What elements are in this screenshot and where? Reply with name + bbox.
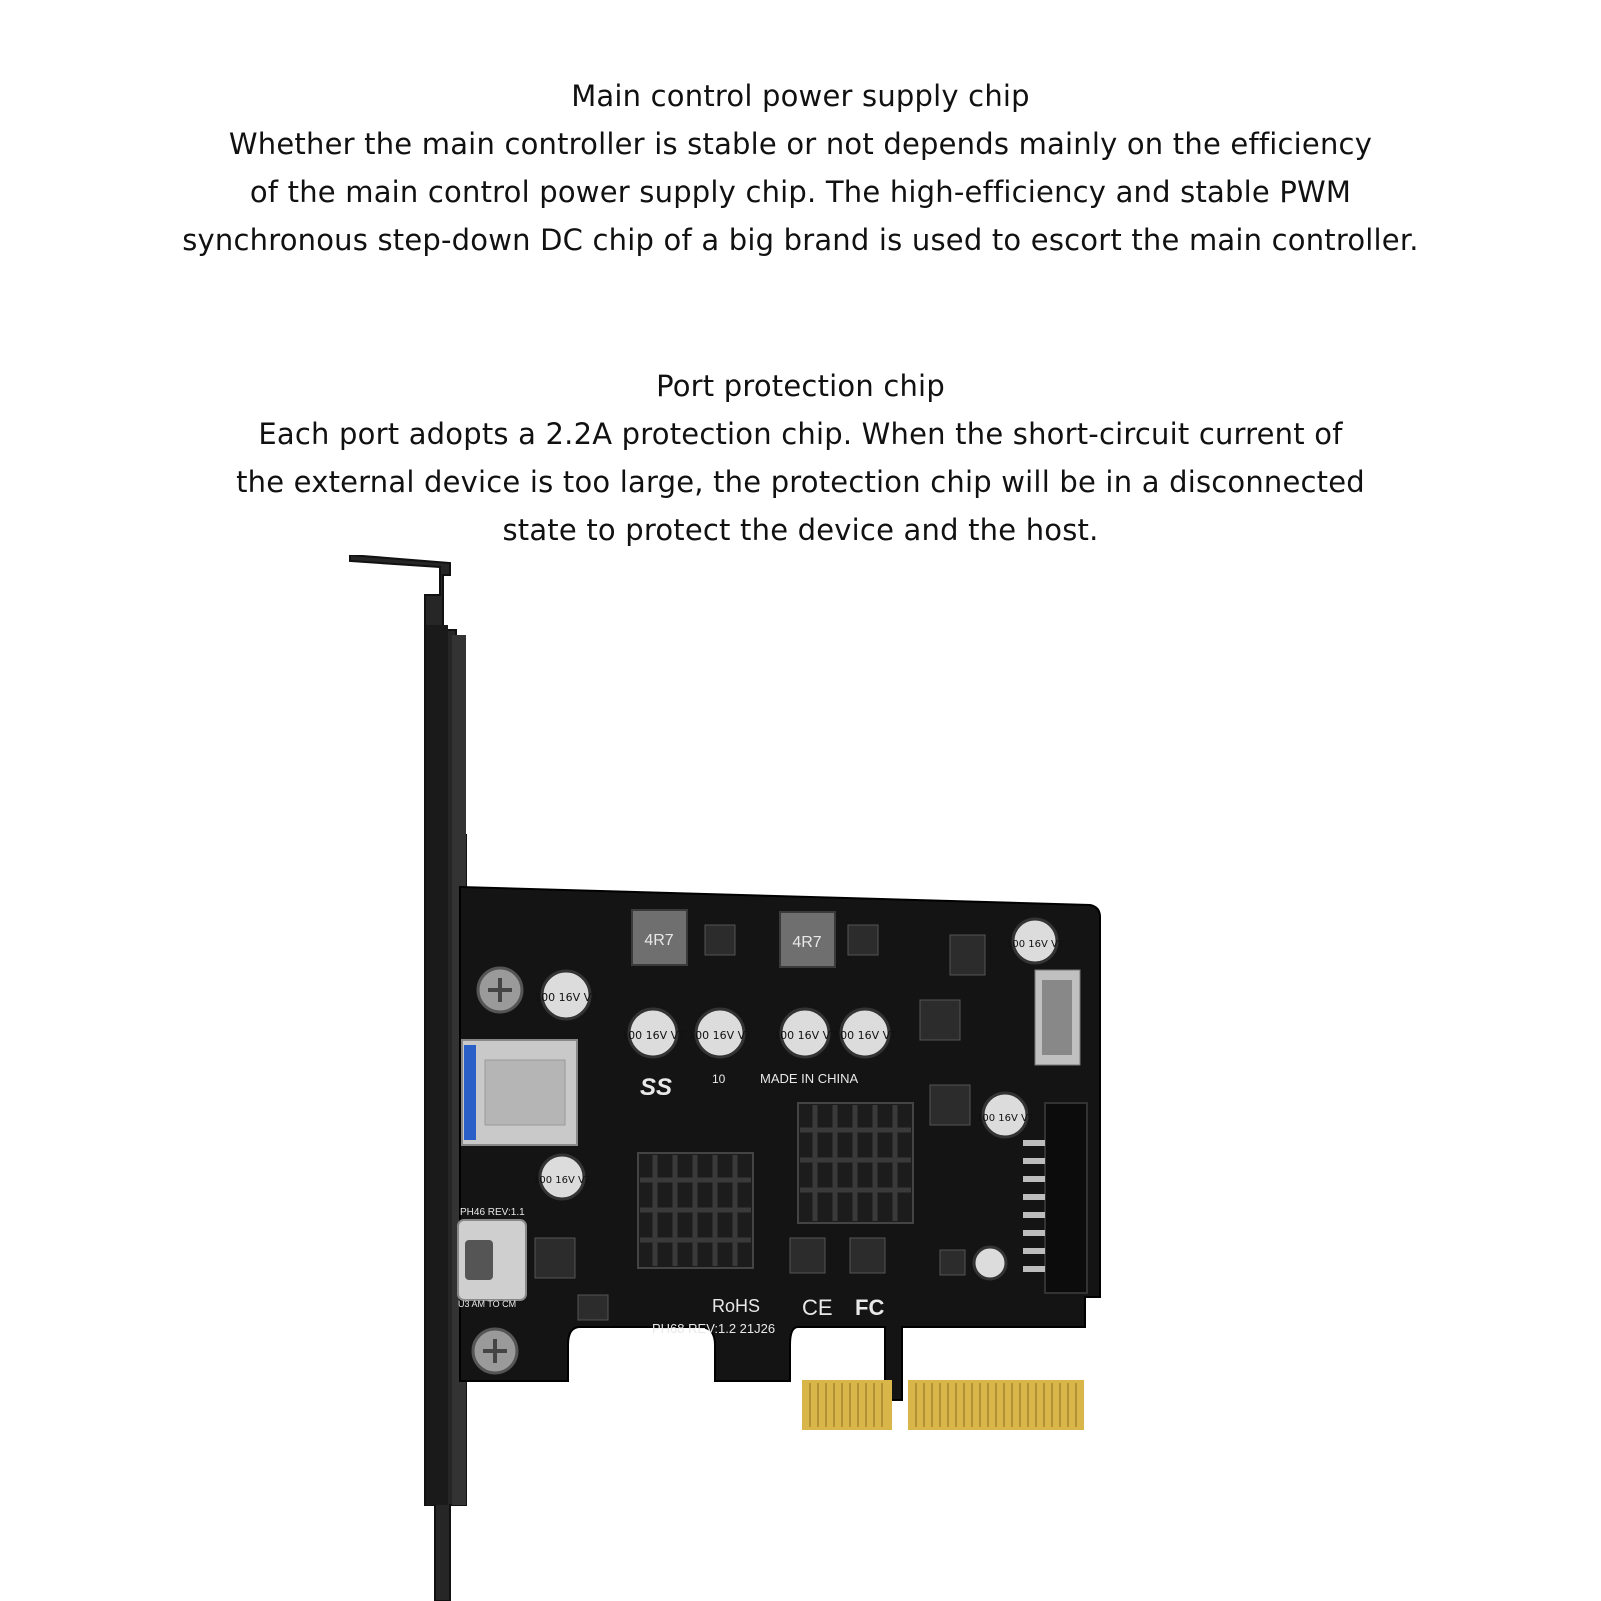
port-protection-description (0, 362, 1601, 554)
svg-text:100 16V VT: 100 16V VT (773, 1029, 837, 1042)
port-protection-text-line-3: state to protect the device and the host. (502, 513, 1099, 547)
sub-revision-label: PH46 REV:1.1 (460, 1207, 525, 1218)
power-chip-text-line-3: synchronous step-down DC chip of a big brand is used to escort the main controller. (182, 223, 1419, 257)
made-in-label: MADE IN CHINA (760, 1071, 859, 1086)
screw-bottom (473, 1329, 517, 1373)
usb-superspeed-logo-icon: SS (640, 1074, 673, 1101)
svg-text:100 16V VT: 100 16V VT (976, 1113, 1034, 1124)
svg-text:100 16V VT: 100 16V VT (688, 1029, 752, 1042)
screw-top (478, 968, 522, 1012)
heatsink-1 (638, 1153, 753, 1268)
power-chip-text-line-1: Whether the main controller is stable or not depends mainly on the efficiency (228, 127, 1373, 161)
svg-text:100 16V VT: 100 16V VT (534, 991, 598, 1004)
power-chip-text-line-2: of the main control power supply chip. The high-efficiency and stable PWM (249, 175, 1352, 209)
usb-c-port (458, 1220, 526, 1300)
mounting-bracket (350, 555, 466, 1601)
revision-label: PH68 REV:1.2 21J26 (652, 1321, 776, 1336)
internal-usb-c-header (1035, 970, 1080, 1065)
svg-text:4R7: 4R7 (792, 934, 822, 951)
heatsink-2 (798, 1103, 913, 1223)
capacitor-9 (974, 1247, 1006, 1279)
svg-text:100 16V VT: 100 16V VT (533, 1175, 591, 1186)
inductor-1 (632, 910, 687, 965)
usb-superspeed-number: 10 (712, 1072, 726, 1086)
svg-text:4R7: 4R7 (644, 932, 674, 949)
inductor-2 (780, 912, 835, 967)
pcie-usb-expansion-card (340, 555, 1140, 1601)
fcc-mark-icon: FC (855, 1295, 885, 1320)
svg-text:100 16V VT: 100 16V VT (621, 1029, 685, 1042)
port-protection-title: Port protection chip (656, 369, 945, 403)
pcie-gold-fingers (802, 1380, 1084, 1430)
svg-text:100 16V VT: 100 16V VT (1006, 939, 1064, 950)
ce-mark-icon: CE (802, 1295, 833, 1320)
rohs-label: RoHS (712, 1296, 761, 1316)
port-protection-text-line-1: Each port adopts a 2.2A protection chip. When the short-circuit current of (258, 417, 1343, 451)
svg-text:100 16V VT: 100 16V VT (833, 1029, 897, 1042)
port-label: U3 AM TO CM (458, 1299, 517, 1309)
power-chip-description (0, 72, 1601, 264)
power-chip-title: Main control power supply chip (571, 79, 1030, 113)
usb-a-port (462, 1040, 577, 1145)
port-protection-text-line-2: the external device is too large, the protection chip will be in a disconnected (236, 465, 1365, 499)
